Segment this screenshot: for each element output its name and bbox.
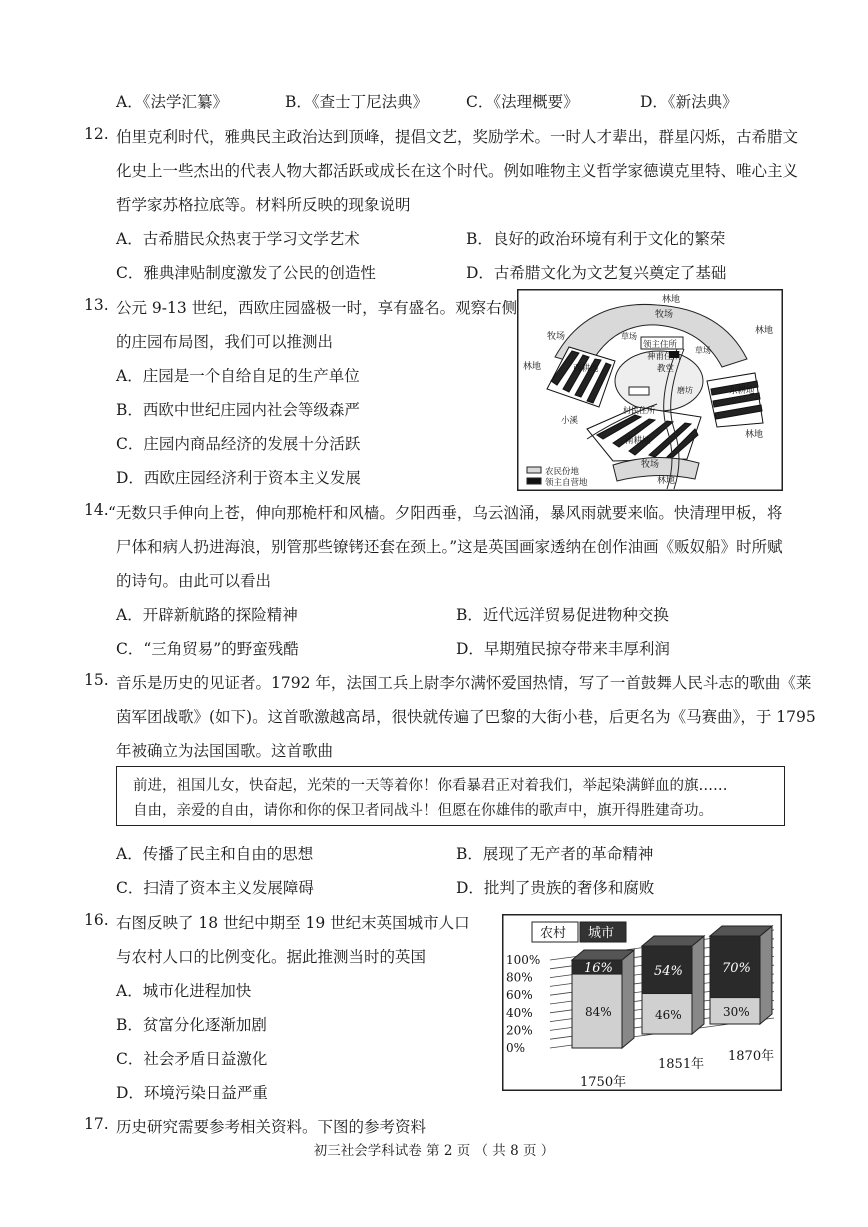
map-label-south-field: 南耕地 xyxy=(625,436,651,446)
map-label-church: 教堂 xyxy=(657,364,675,374)
q12-option-b: B．良好的政治环境有利于文化的繁荣 xyxy=(466,230,726,248)
map-label-pasture-left: 牧场 xyxy=(547,332,566,342)
y-tick-label: 40% xyxy=(506,1005,533,1020)
y-tick-label: 0% xyxy=(506,1041,526,1055)
y-tick-label: 20% xyxy=(506,1023,533,1038)
q14-option-d: D．早期殖民掠夺带来丰厚利润 xyxy=(456,640,670,658)
bar-label-rural: 30% xyxy=(723,1004,750,1019)
q15-stem-line-2: 茵军团战歌》(如下)。这首歌激越高昂，很快就传遍了巴黎的大街小巷，后更名为《马赛曲》，于 1795 xyxy=(116,708,816,726)
bar-side-1870年 xyxy=(760,926,772,1024)
q16-stem-line-1: 右图反映了 18 世纪中期至 19 世纪末英国城市人口 xyxy=(116,914,470,932)
q12-stem-line-3: 哲学家苏格拉底等。材料所反映的现象说明 xyxy=(116,196,411,214)
q12-option-d: D．古希腊文化为文艺复兴奠定了基础 xyxy=(466,264,727,282)
bar-label-urban: 16% xyxy=(584,961,613,977)
map-label-meadow-left: 草场 xyxy=(621,332,637,341)
q16-option-c: C．社会矛盾日益激化 xyxy=(116,1050,268,1068)
bar-side-1750年 xyxy=(622,950,634,1048)
map-label-east-field: 东耕地 xyxy=(729,386,755,396)
q14-option-b: B．近代远洋贸易促进物种交换 xyxy=(456,606,669,624)
map-label-lord-house: 领主住所 xyxy=(643,340,678,350)
map-label-woods-right: 林地 xyxy=(755,326,774,336)
q13-number: 13. xyxy=(84,296,109,314)
q16-number: 16. xyxy=(84,911,109,929)
page-footer: 初三社会学科试卷 第 2 页 （ 共 8 页 ） xyxy=(313,1143,555,1159)
q17-stem: 历史研究需要参考相关资料。下图的参考资料 xyxy=(116,1118,427,1136)
q17-number: 17. xyxy=(84,1115,109,1133)
q12-stem-line-1: 伯里克利时代，雅典民主政治达到顶峰，提倡文艺，奖励学术。一时人才辈出，群星闪烁，古希腊文 xyxy=(116,128,799,146)
population-chart xyxy=(502,914,782,1091)
q11-option-d: D．《新法典》 xyxy=(640,93,738,111)
bar-label-urban: 70% xyxy=(722,960,751,976)
q16-option-d: D．环境污染日益严重 xyxy=(116,1084,268,1102)
q16-stem-line-2: 与农村人口的比例变化。据此推测当时的英国 xyxy=(116,948,427,966)
map-label-mill: 磨坊 xyxy=(677,386,693,395)
q14-option-c: C．“三角贸易”的野蛮残酷 xyxy=(116,640,299,658)
y-tick-label: 60% xyxy=(506,988,533,1003)
bar-label-rural: 46% xyxy=(655,1007,682,1022)
q13-stem-line-2: 的庄园布局图，我们可以推测出 xyxy=(116,333,334,351)
bar-side-1851年 xyxy=(692,936,704,1034)
lyrics-line-1: 前进，祖国儿女，快奋起，光荣的一天等着你！你看暴君正对着我们，举起染满鲜血的旗…… xyxy=(133,778,728,794)
lyrics-line-2: 自由，亲爱的自由，请你和你的保卫者同战斗！但愿在你雄伟的歌声中，旗开得胜建奇功。 xyxy=(133,803,713,819)
q14-stem-line-1: “无数只手伸向上苍，伸向那桅杆和风樯。夕阳西垂，乌云汹涌，暴风雨就要来临。快清理甲板，将 xyxy=(108,504,783,522)
map-legend-lord-demesne: 领主自营地 xyxy=(545,478,588,488)
q15-stem-line-3: 年被确立为法国国歌。这首歌曲 xyxy=(116,742,334,760)
map-label-woods-top: 林地 xyxy=(662,295,681,305)
q16-option-b: B．贫富分化逐渐加剧 xyxy=(116,1016,267,1034)
bar-label-urban: 54% xyxy=(654,963,683,979)
q14-number: 14. xyxy=(84,501,109,519)
y-tick-label: 100% xyxy=(506,953,541,967)
x-category-label: 1870年 xyxy=(728,1049,775,1064)
manor-map xyxy=(517,289,783,491)
map-legend-peasant-land: 农民份地 xyxy=(545,467,580,477)
q11-option-a: A．《法学汇纂》 xyxy=(116,93,228,111)
x-category-label: 1851年 xyxy=(658,1057,705,1072)
q15-option-d: D．批判了贵族的奢侈和腐败 xyxy=(456,879,655,897)
map-label-meadow-right: 草场 xyxy=(695,346,711,355)
q14-stem-line-2: 尸体和病人扔进海浪，别管那些镣铐还套在颈上。”这是英国画家透纳在创作油画《贩奴船》时所赋 xyxy=(116,538,783,556)
q14-option-a: A．开辟新航路的探险精神 xyxy=(116,606,298,624)
y-tick-label: 80% xyxy=(506,970,533,985)
q12-option-a: A．古希腊民众热衷于学习文学艺术 xyxy=(116,230,360,248)
map-label-woods-bottom: 林地 xyxy=(657,476,676,486)
q13-stem-line-1: 公元 9-13 世纪，西欧庄园盛极一时，享有盛名。观察右侧 xyxy=(116,299,518,317)
q15-stem-line-1: 音乐是历史的见证者。1792 年，法国工兵上尉李尔满怀爱国热情，写了一首鼓舞人民斗志的歌曲《莱 xyxy=(116,674,812,692)
q11-option-c: C．《法理概要》 xyxy=(466,93,579,111)
q13-option-d: D．西欧庄园经济利于资本主义发展 xyxy=(116,469,361,487)
legend-urban: 城市 xyxy=(588,926,615,941)
q15-option-a: A．传播了民主和自由的思想 xyxy=(116,845,314,863)
q12-number: 12. xyxy=(84,125,109,143)
q13-option-c: C．庄园内商品经济的发展十分活跃 xyxy=(116,435,361,453)
map-label-woods-right2: 林地 xyxy=(745,430,764,440)
map-label-pasture-top: 牧场 xyxy=(655,310,674,320)
map-label-pasture-bottom: 牧场 xyxy=(641,460,660,470)
legend-rural: 农村 xyxy=(540,926,567,941)
x-category-label: 1750年 xyxy=(580,1075,627,1090)
lyrics-box xyxy=(116,766,785,826)
map-label-west-field: 西耕地 xyxy=(573,364,599,374)
q13-option-a: A．庄园是一个自给自足的生产单位 xyxy=(116,367,360,385)
q12-stem-line-2: 化史上一些杰出的代表人物大都活跃或成长在这个时代。例如唯物主义哲学家德谟克里特、唯心主义 xyxy=(116,162,799,180)
q13-option-b: B．西欧中世纪庄园内社会等级森严 xyxy=(116,401,360,419)
q11-option-b: B．《查士丁尼法典》 xyxy=(285,93,429,111)
q16-option-a: A．城市化进程加快 xyxy=(116,982,252,1000)
q15-option-b: B．展现了无产者的革命精神 xyxy=(456,845,654,863)
q14-stem-line-3: 的诗句。由此可以看出 xyxy=(116,572,272,590)
map-label-villagers: 村民住所 xyxy=(623,406,655,415)
map-label-priest-house: 神甫住所 xyxy=(647,352,682,362)
q15-number: 15. xyxy=(84,671,109,689)
q12-option-c: C．雅典津贴制度激发了公民的创造性 xyxy=(116,264,376,282)
map-label-woods-left: 林地 xyxy=(523,362,542,372)
map-label-stream: 小溪 xyxy=(561,416,579,426)
bar-label-rural: 84% xyxy=(585,1005,612,1020)
q15-option-c: C．扫清了资本主义发展障碍 xyxy=(116,879,314,897)
